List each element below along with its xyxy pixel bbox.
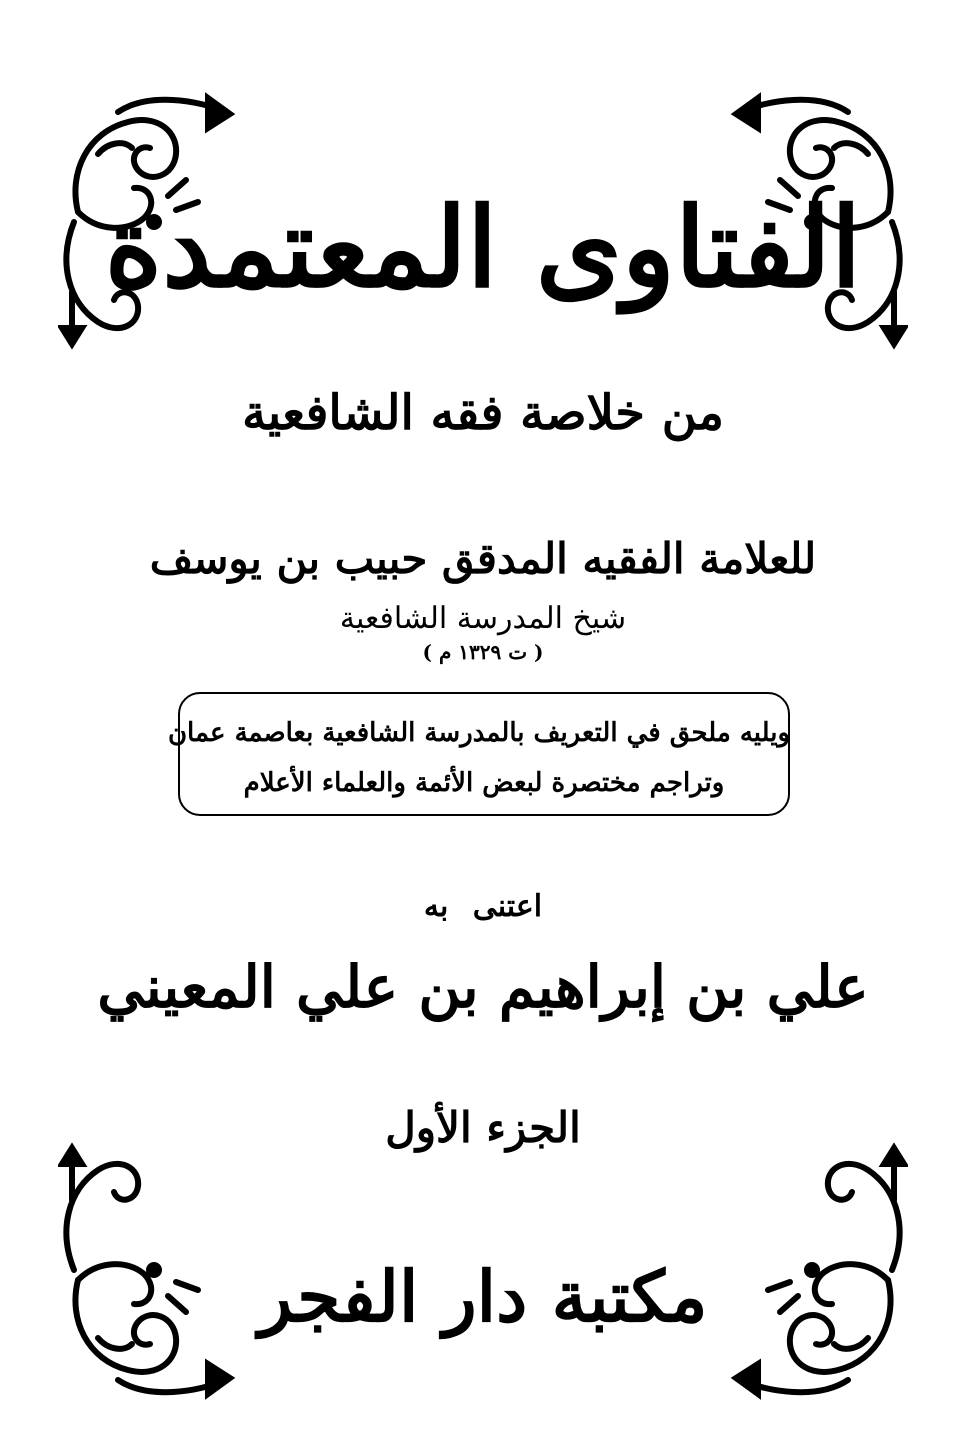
publisher-name: مكتبة دار الفجر xyxy=(258,1255,708,1338)
appendix-line-1: ويليه ملحق في التعريف بالمدرسة الشافعية بعاصمة عمان xyxy=(167,718,790,748)
book-subtitle: من خلاصة فقه الشافعية xyxy=(242,385,724,441)
book-title: الفتاوى المعتمدة xyxy=(104,183,862,312)
author-death-date: ( ت ١٣٢٩ م ) xyxy=(422,640,544,664)
author-role: شيخ المدرسة الشافعية xyxy=(339,601,627,636)
volume-label: الجزء الأول xyxy=(385,1103,581,1152)
appendix-line-2: وتراجم مختصرة لبعض الأئمة والعلماء الأعلام xyxy=(243,768,725,798)
editor-label: اعتنى به xyxy=(423,889,543,924)
author-line: للعلامة الفقيه المدقق حبيب بن يوسف xyxy=(149,534,817,583)
editor-name: علي بن إبراهيم بن علي المعيني xyxy=(97,953,869,1021)
